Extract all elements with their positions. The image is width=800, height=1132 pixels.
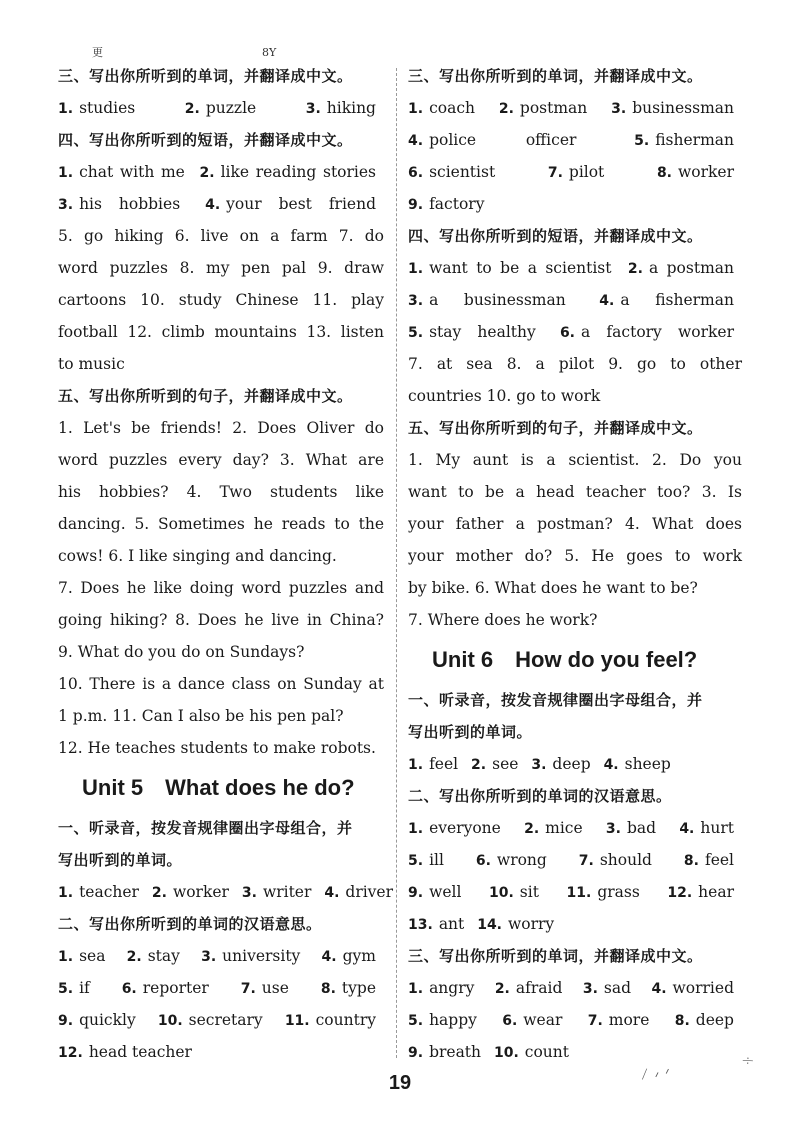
answer-item [628,259,734,277]
item-text: deep [695,1011,734,1029]
answer-line: to music [58,355,125,373]
item-text: factory [429,195,485,213]
answer-line: going hiking? 8. Does he live in China? [58,611,384,629]
answer-line [58,156,384,188]
answer-item [489,883,539,901]
item-text: everyone [429,819,501,837]
item-number: 2. [126,949,142,965]
item-number: 4. [321,949,337,965]
answer-line [408,284,742,316]
section-heading: 一、听录音，按发音规律圈出字母组合，并 [408,691,703,709]
item-text: ant [438,915,465,933]
answer-line: his hobbies? 4. Two students like [58,483,384,501]
answer-item [495,979,563,997]
item-text: afraid [515,979,563,997]
item-number: 1. [408,821,424,837]
item-text: stay [147,947,180,965]
answer-item [408,1043,481,1061]
section-heading: 三、写出你所听到的单词，并翻译成中文。 [408,67,703,85]
item-text: angry [429,979,475,997]
answer-item [58,883,139,901]
item-text: university [222,947,301,965]
item-text: driver [345,883,394,901]
item-number: 9. [408,885,424,901]
item-number: 2. [494,981,510,997]
answer-line [408,156,742,188]
item-text: type [341,979,376,997]
answer-item [679,819,734,837]
answer-line: 9. What do you do on Sundays? [58,643,305,661]
section-heading: 三、写出你所听到的单词，并翻译成中文。 [408,947,703,965]
item-number: 2. [498,101,514,117]
item-number: 13. [408,917,433,933]
answer-item [567,883,640,901]
unit-name: What does he do? [165,775,355,800]
unit-label: Unit 6 [432,647,494,672]
item-number: 10. [488,885,514,901]
answer-item [408,131,576,149]
item-text: fisherman [655,131,734,149]
answer-item [58,947,105,965]
answer-item [476,851,547,869]
answer-item [408,883,461,901]
answer-line [58,1004,384,1036]
item-number: 5. [58,981,74,997]
answer-line [408,124,742,156]
item-text: wear [523,1011,563,1029]
answer-line: by bike. 6. What does he want to be? [408,579,698,597]
item-text: feel [704,851,734,869]
answer-item [408,291,566,309]
answer-line [408,1036,742,1068]
answer-line: 10. There is a dance class on Sunday at [58,675,384,693]
item-text: worker [172,883,229,901]
item-text: quickly [79,1011,136,1029]
item-number: 1. [408,757,424,773]
item-text: head teacher [88,1043,192,1061]
item-number: 1. [408,261,424,277]
answer-item [599,291,734,309]
item-text: a factory worker [581,323,734,341]
answer-item [531,755,590,773]
item-text: a fisherman [620,291,734,309]
answer-item [205,195,376,213]
item-text: sea [79,947,106,965]
item-number: 3. [305,101,321,117]
answer-item [408,755,458,773]
answer-item [321,979,376,997]
item-text: if [79,979,90,997]
left-column [58,60,394,1068]
answer-item [583,979,631,997]
item-text: like reading stories [220,163,377,181]
answer-item [58,99,135,117]
item-number: 10. [493,1045,519,1061]
answer-line: 5. go hiking 6. live on a farm 7. do [58,227,384,245]
answer-item [548,163,604,181]
item-text: feel [429,755,459,773]
answer-item [122,979,209,997]
answer-line [408,748,742,780]
item-number: 6. [502,1013,518,1029]
item-number: 3. [408,293,424,309]
item-text: police officer [429,131,577,149]
answer-item [285,1011,376,1029]
item-number: 8. [683,853,699,869]
answer-item [408,163,495,181]
item-text: writer [262,883,312,901]
answer-item [58,979,90,997]
item-number: 3. [241,885,257,901]
item-number: 2. [151,885,167,901]
item-text: stay healthy [429,323,536,341]
section-heading: 写出听到的单词。 [408,723,533,741]
item-number: 1. [408,101,424,117]
item-text: ill [429,851,444,869]
item-number: 2. [627,261,643,277]
item-number: 2. [471,757,487,773]
answer-item [657,163,734,181]
item-text: hurt [700,819,734,837]
item-text: postman [519,99,588,117]
item-text: sad [603,979,632,997]
item-text: count [524,1043,569,1061]
section-heading: 一、听录音，按发音规律圈出字母组合，并 [58,819,353,837]
item-number: 3. [201,949,217,965]
item-number: 2. [184,101,200,117]
item-number: 1. [58,949,74,965]
answer-item [675,1011,734,1029]
answer-line: cows! 6. I like singing and dancing. [58,547,337,565]
answer-line: cartoons 10. study Chinese 11. play [58,291,384,309]
item-number: 6. [121,981,137,997]
section-heading: 五、写出你所听到的句子，并翻译成中文。 [408,419,703,437]
item-number: 9. [408,197,424,213]
right-column [408,60,742,1068]
item-text: puzzle [205,99,257,117]
answer-line: dancing. 5. Sometimes he reads to the [58,515,384,533]
item-text: want to be a scientist [429,259,612,277]
answer-item [201,947,300,965]
item-text: bad [626,819,657,837]
section-heading: 二、写出你所听到的单词的汉语意思。 [58,915,322,933]
unit-name: How do you feel? [515,647,698,672]
item-number: 4. [205,197,221,213]
answer-item [477,915,554,933]
answer-item [324,883,393,901]
answer-item [408,915,464,933]
item-text: sheep [624,755,671,773]
item-text: worried [672,979,734,997]
item-text: a businessman [429,291,566,309]
answer-item [185,99,256,117]
answer-line [408,972,742,1004]
item-number: 12. [58,1045,83,1061]
item-number: 8. [656,165,672,181]
item-number: 1. [58,101,74,117]
answer-item [322,947,376,965]
section-heading: 三、写出你所听到的单词，并翻译成中文。 [58,67,353,85]
item-number: 5. [634,133,650,149]
answer-item [611,99,734,117]
answer-line [58,972,384,1004]
item-number: 7. [547,165,563,181]
item-number: 8. [320,981,336,997]
item-number: 6. [559,325,575,341]
item-number: 4. [603,757,619,773]
item-number: 2. [524,821,540,837]
item-text: your best friend [226,195,376,213]
answer-item [667,883,734,901]
answer-item [408,323,536,341]
item-number: 5. [408,325,424,341]
item-text: hiking [326,99,376,117]
answer-line: 7. Where does he work? [408,611,598,629]
item-text: breath [429,1043,482,1061]
answer-line [408,812,742,844]
item-number: 4. [324,885,340,901]
answer-line [408,876,742,908]
item-text: pilot [568,163,605,181]
item-number: 4. [599,293,615,309]
item-number: 7. [578,853,594,869]
item-text: well [429,883,462,901]
column-divider [396,68,397,1058]
item-text: reporter [142,979,209,997]
answer-item [502,1011,562,1029]
item-text: businessman [632,99,734,117]
answer-line: 7. at sea 8. a pilot 9. go to other [408,355,742,373]
item-number: 7. [240,981,256,997]
answer-line: 12. He teaches students to make robots. [58,739,376,757]
item-number: 9. [408,1045,424,1061]
item-text: country [315,1011,376,1029]
item-text: his hobbies [79,195,181,213]
handwritten-note: 更 [92,46,103,59]
item-number: 3. [58,197,74,213]
answer-item [58,1043,192,1061]
answer-line [58,92,384,124]
item-number: 7. [587,1013,603,1029]
answer-item [494,1043,569,1061]
answer-item [58,1011,136,1029]
answer-line [408,316,742,348]
item-text: more [608,1011,650,1029]
answer-line: word puzzles every day? 3. What are [58,451,384,469]
unit-label: Unit 5 [82,775,144,800]
answer-item [499,99,587,117]
item-text: deep [552,755,591,773]
answer-line [408,1004,742,1036]
answer-item [604,755,671,773]
page-number: 19 [388,1072,412,1094]
answer-item [58,163,185,181]
item-number: 4. [651,981,667,997]
item-text: coach [429,99,475,117]
item-number: 9. [58,1013,74,1029]
item-text: use [261,979,289,997]
answer-item [588,1011,650,1029]
answer-item [158,1011,263,1029]
item-number: 5. [408,1013,424,1029]
section-heading: 写出听到的单词。 [58,851,183,869]
answer-item [651,979,734,997]
item-text: worry [508,915,555,933]
item-text: see [492,755,519,773]
item-text: happy [429,1011,477,1029]
answer-line [408,252,742,284]
item-number: 11. [566,885,592,901]
answer-item [408,259,611,277]
answer-line [408,908,742,940]
answer-line: 1. Let's be friends! 2. Does Oliver do [58,419,384,437]
answer-line: countries 10. go to work [408,387,601,405]
answer-item [560,323,734,341]
handwritten-note: 8Y [262,46,277,59]
answer-line [58,876,394,908]
answer-item [58,195,180,213]
answer-line: 7. Does he like doing word puzzles and [58,579,384,597]
item-text: scientist [429,163,496,181]
item-text: grass [597,883,640,901]
item-number: 1. [58,165,74,181]
answer-line: 1 p.m. 11. Can I also be his pen pal? [58,707,344,725]
answer-item [684,851,734,869]
answer-line: football 12. climb mountains 13. listen [58,323,384,341]
answer-item [306,99,376,117]
answer-item [408,195,484,213]
section-heading: 二、写出你所听到的单词的汉语意思。 [408,787,672,805]
item-number: 2. [199,165,215,181]
item-number: 14. [477,917,503,933]
item-text: wrong [496,851,547,869]
item-number: 3. [582,981,598,997]
answer-line: your mother do? 5. He goes to work [408,547,742,565]
answer-item [471,755,518,773]
answer-item [634,131,734,149]
answer-line: want to be a head teacher too? 3. Is [408,483,742,501]
item-text: mice [545,819,583,837]
item-number: 6. [475,853,491,869]
answer-line: word puzzles 8. my pen pal 9. draw [58,259,384,277]
item-text: studies [79,99,136,117]
answer-item [152,883,229,901]
item-number: 3. [531,757,547,773]
answer-item [408,99,475,117]
item-text: chat with me [79,163,185,181]
item-number: 5. [408,853,424,869]
item-text: worker [678,163,734,181]
answer-line [408,188,742,220]
answer-item [241,979,289,997]
answer-line [58,188,384,220]
item-text: hear [698,883,734,901]
section-heading: 四、写出你所听到的短语，并翻译成中文。 [408,227,703,245]
section-heading: 四、写出你所听到的短语，并翻译成中文。 [58,131,353,149]
answer-item [127,947,180,965]
answer-item [524,819,583,837]
answer-item [200,163,377,181]
item-number: 8. [674,1013,690,1029]
item-text: gym [342,947,376,965]
answer-item [606,819,656,837]
answer-item [408,1011,477,1029]
item-text: secretary [188,1011,263,1029]
answer-line [408,844,742,876]
answer-line [58,940,384,972]
item-number: 11. [284,1013,310,1029]
item-number: 4. [679,821,695,837]
item-number: 12. [667,885,693,901]
unit-title [58,764,384,812]
unit-title [408,636,742,684]
item-text: should [599,851,652,869]
item-number: 1. [58,885,74,901]
pencil-mark: ⸓ [739,1053,756,1068]
answer-line [58,1036,384,1068]
section-heading: 五、写出你所听到的句子，并翻译成中文。 [58,387,353,405]
item-number: 3. [611,101,627,117]
answer-item [408,819,501,837]
answer-item [408,979,474,997]
item-number: 4. [408,133,424,149]
item-number: 6. [408,165,424,181]
answer-line: 1. My aunt is a scientist. 2. Do you [408,451,742,469]
answer-line [408,92,742,124]
answer-item [242,883,312,901]
item-text: a postman [648,259,734,277]
item-text: teacher [79,883,139,901]
answer-item [579,851,652,869]
item-number: 10. [157,1013,183,1029]
answer-item [408,851,444,869]
item-number: 3. [605,821,621,837]
pencil-marks: ⟋ ⸝ ⸝ [638,1059,672,1083]
item-text: sit [519,883,539,901]
item-number: 1. [408,981,424,997]
answer-line: your father a postman? 4. What does [408,515,742,533]
